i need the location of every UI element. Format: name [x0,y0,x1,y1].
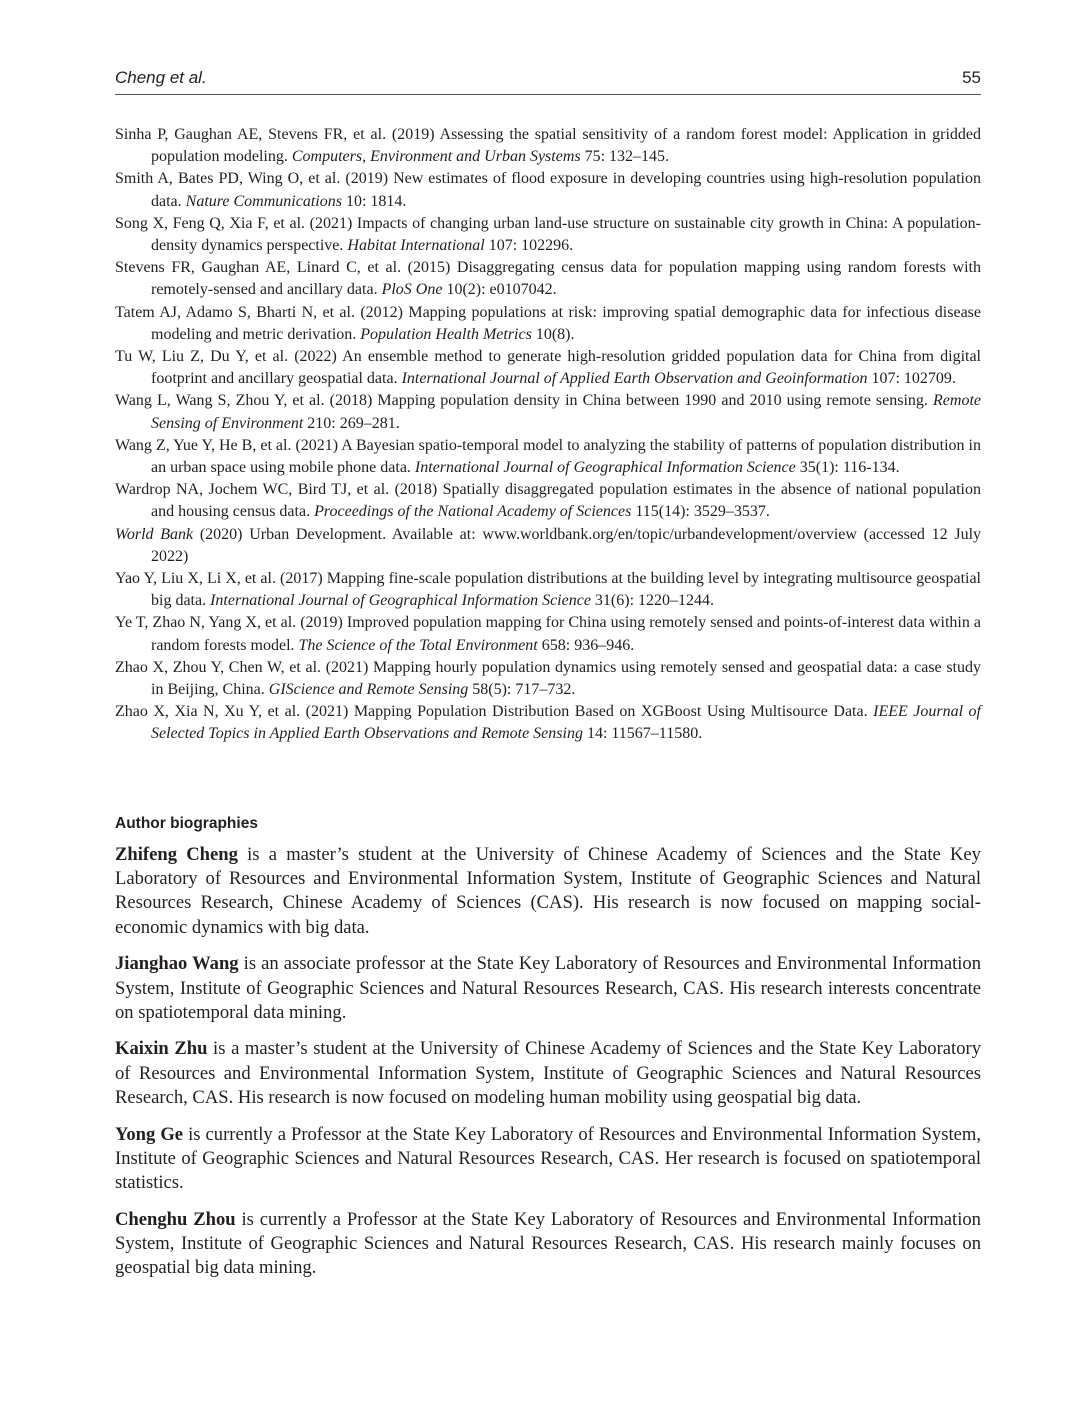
author-bio: Chenghu Zhou is currently a Professor at the State Key Laboratory of Resources and Environmental Information System, Institute of Geographic Sciences and Natural Resources Research, CAS. His research mainly focuses on geospatial big data mining. [115,1208,981,1279]
author-name: Yong Ge [115,1123,184,1145]
reference-item: Yao Y, Liu X, Li X, et al. (2017) Mapping fine-scale population distributions at the building level by integrating multisource geospatial big data. International Journal of Geographical Information Science 31(6): 1220–1244. [115,570,981,610]
reference-item: Ye T, Zhao N, Yang X, et al. (2019) Improved population mapping for China using remotely sensed and points-of-interest data within a random forests model. The Science of the Total Environment 658: 936–946. [115,614,981,654]
author-biographies [115,843,981,1293]
reference-item: Zhao X, Xia N, Xu Y, et al. (2021) Mapping Population Distribution Based on XGBoost Using Multisource Data. IEEE Journal of Selected Topics in Applied Earth Observations and Remote Sensing 14: 11567–11580. [115,703,981,743]
author-bio: Zhifeng Cheng is a master’s student at the University of Chinese Academy of Sciences and the State Key Laboratory of Resources and Environmental Information System, Institute of Geographic Sciences and Natural Resources Research, Chinese Academy of Sciences (CAS). His research is now focused on mapping social-economic dynamics with big data. [115,844,981,938]
page-header [115,62,981,95]
author-name: Zhifeng Cheng [115,844,238,865]
reference-item: Wang Z, Yue Y, He B, et al. (2021) A Bayesian spatio-temporal model to analyzing the stability of patterns of population distribution in an urban space using mobile phone data. International Journal of Geographical Information Science 35(1): 116-134. [115,436,981,477]
author-name: Jianghao Wang [115,953,239,975]
page-number: 55 [962,68,981,87]
author-bio: Yong Ge is currently a Professor at the State Key Laboratory of Resources and Environmental Information System, Institute of Geographic Sciences and Natural Resources Research, CAS. Her research is focused on spatiotemporal statistics. [115,1123,981,1193]
running-title: Cheng et al. [115,68,207,87]
reference-item: Wang L, Wang S, Zhou Y, et al. (2018) Mapping population density in China between 1990 and 2010 using remote sensing. Remote Sensing of Environment 210: 269–281. [115,392,981,432]
reference-list [115,124,981,746]
reference-item: Sinha P, Gaughan AE, Stevens FR, et al. (2019) Assessing the spatial sensitivity of a random forest model: Application in gridded population modeling. Computers, Environment and Urban Systems 75: 132–145. [115,126,981,166]
reference-item: Stevens FR, Gaughan AE, Linard C, et al. (2015) Disaggregating census data for population mapping using random forests with remotely-sensed and ancillary data. PloS One 10(2): e0107042. [115,259,981,299]
author-name: Chenghu Zhou [115,1208,236,1230]
reference-item: Song X, Feng Q, Xia F, et al. (2021) Impacts of changing urban land-use structure on sustainable city growth in China: A population-density dynamics perspective. Habitat International 107: 102296. [115,214,981,255]
reference-item: Wardrop NA, Jochem WC, Bird TJ, et al. (2018) Spatially disaggregated population estimates in the absence of national population and housing census data. Proceedings of the National Academy of Sciences 115(14): 3529–3537. [115,481,981,521]
section-heading: Author biographies [115,815,258,832]
author-bio: Kaixin Zhu is a master’s student at the University of Chinese Academy of Sciences and the State Key Laboratory of Resources and Environmental Information System, Institute of Geographic Sciences and Natural Resources Research, CAS. His research is now focused on modeling human mobility using geospatial big data. [115,1038,981,1108]
author-name: Kaixin Zhu [115,1038,208,1060]
reference-item: Tu W, Liu Z, Du Y, et al. (2022) An ensemble method to generate high-resolution gridded population data for China from digital footprint and ancillary geospatial data. International Journal of Applied Earth Observation and Geoinformation 107: 102709. [115,348,981,388]
reference-item: Smith A, Bates PD, Wing O, et al. (2019) New estimates of flood exposure in developing countries using high-resolution population data. Nature Communications 10: 1814. [115,170,981,210]
reference-item: Tatem AJ, Adamo S, Bharti N, et al. (2012) Mapping populations at risk: improving spatial demographic data for infectious disease modeling and metric derivation. Population Health Metrics 10(8). [115,303,981,343]
author-bio: Jianghao Wang is an associate professor at the State Key Laboratory of Resources and Environmental Information System, Institute of Geographic Sciences and Natural Resources Research, CAS. His research interests concentrate on spatiotemporal data mining. [115,953,981,1023]
reference-item: World Bank (2020) Urban Development. Available at: www.worldbank.org/en/topic/urbandevelopment/overview (accessed 12 July 2022) [115,525,982,565]
reference-item: Zhao X, Zhou Y, Chen W, et al. (2021) Mapping hourly population dynamics using remotely sensed and geospatial data: a case study in Beijing, China. GIScience and Remote Sensing 58(5): 717–732. [115,658,981,699]
